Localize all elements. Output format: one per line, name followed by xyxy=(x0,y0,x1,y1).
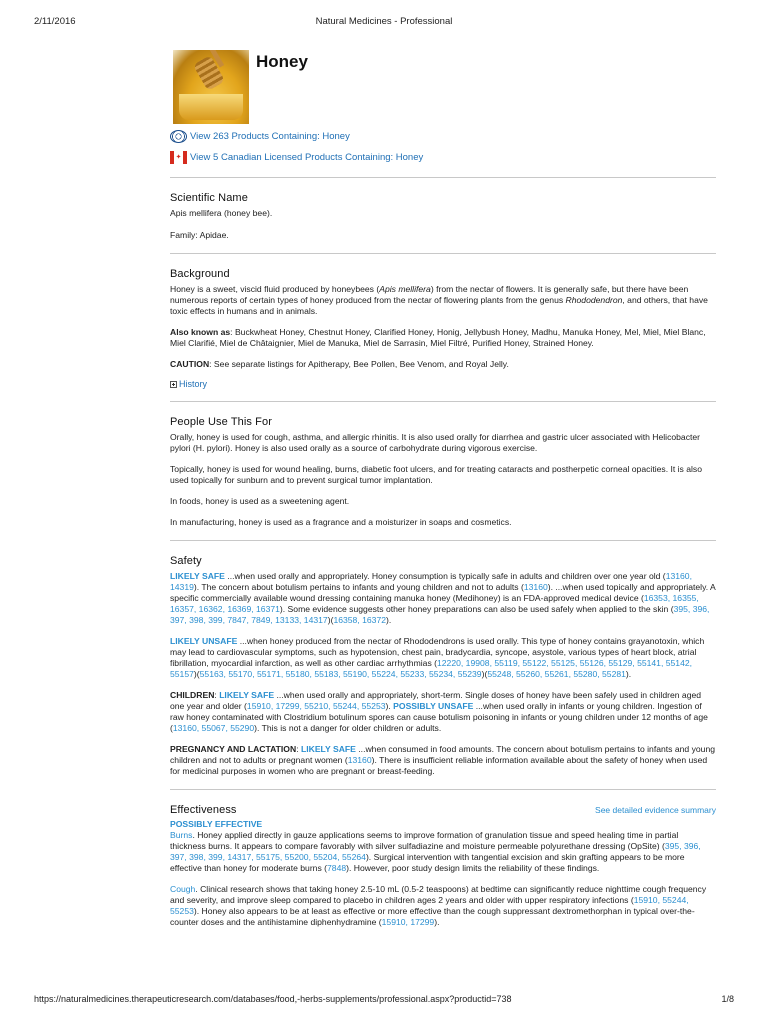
history-link[interactable]: History xyxy=(179,379,208,389)
print-header xyxy=(34,16,734,30)
globe-icon xyxy=(170,130,187,143)
reference-link[interactable]: 395, 396, 397, 398, 399, 14317, 55175, 55200, 55204, 55264 xyxy=(170,841,701,862)
reference-link[interactable]: 13160, 55067, 55290 xyxy=(172,723,255,733)
section-heading: Scientific Name xyxy=(170,192,248,204)
evidence-summary-link[interactable]: See detailed evidence summary xyxy=(595,805,716,815)
reference-link[interactable]: 13160 xyxy=(523,582,548,592)
reference-link[interactable]: 16358, 16372 xyxy=(333,615,387,625)
print-url: https://naturalmedicines.therapeuticresearch.com/databases/food,-herbs-supplements/professional.aspx?productid=738 xyxy=(34,994,512,1004)
reference-link[interactable]: 395, 396, 397, 398, 399, 7847, 7849, 13133, 14317 xyxy=(170,604,710,625)
effectiveness-cough: Cough. Clinical research shows that taking honey 2.5-10 mL (0.5-2 teaspoons) at bedtime can significantly reduce nighttime cough frequency and severity, and improve sleep compared to placebo in children ages 2 years and older with upper respiratory infections (15910, 55244, 55253). Honey also appears to be at least as effective or more effective than the cough suppressant dextromethorphan in typical over-the-counter doses and the antihistamine diphenhydramine (15910, 17299). xyxy=(170,884,707,927)
also-known-as: Also known as: Buckwheat Honey, Chestnut Honey, Clarified Honey, Honig, Jellybush Honey, Madhu, Manuka Honey, Mel, Miel, Miel Blanc, Miel Clarifié, Miel de Châtaignier, Miel de Manuka, Miel de Sarrasin, Miel Filtré, Purified Honey, Strained Honey. xyxy=(170,327,706,348)
reference-link[interactable]: 13160, 14319 xyxy=(170,571,692,592)
effectiveness-section xyxy=(170,790,716,928)
monograph-header xyxy=(170,48,716,124)
scientific-name: Apis mellifera (honey bee). xyxy=(170,208,273,218)
expand-icon xyxy=(170,381,177,388)
section-heading: Safety xyxy=(170,555,202,567)
print-title: Natural Medicines - Professional xyxy=(315,16,453,27)
caution-note: CAUTION: See separate listings for Apitherapy, Bee Pollen, Bee Venom, and Royal Jelly. xyxy=(170,359,509,369)
reference-link[interactable]: 13160 xyxy=(347,755,372,765)
honey-image xyxy=(173,50,249,124)
uses-foods: In foods, honey is used as a sweetening agent. xyxy=(170,496,350,506)
reference-link[interactable]: 12220, 19908, 55119, 55122, 55125, 55126, 55129, 55141, 55142, 55157 xyxy=(170,658,693,679)
uses-section xyxy=(170,402,716,528)
section-heading: Effectiveness xyxy=(170,804,237,816)
effectiveness-burns: Burns. Honey applied directly in gauze applications seems to improve formation of granulation tissue and speed healing time in partial thickness burns. It appears to compare favorably with silver sulfadiazine and moisture permeable polyurethane dressing (OpSite) (395, 396, 397, 398, 399, 14317, 55175, 55200, 55204, 55264). Surgical intervention with tangential excision and skin grafting appears to be more effective than honey for moderate burns (7848). However, poor study design limits the reliability of these findings. xyxy=(170,830,701,873)
safety-section xyxy=(170,541,716,777)
uses-manufacturing: In manufacturing, honey is used as a fragrance and a moisturizer in soaps and cosmetics. xyxy=(170,517,512,527)
background-paragraph: Honey is a sweet, viscid fluid produced by honeybees (Apis mellifera) from the nectar of flowers. It is generally safe, but there have been numerous reports of certain types of honey produced from the nectar of flowering plants from the genus Rhododendron, and others, that have toxic effects in humans and in animals. xyxy=(170,284,708,316)
print-date: 2/11/2016 xyxy=(34,16,76,27)
family-name: Family: Apidae. xyxy=(170,230,229,240)
products-link-row[interactable] xyxy=(170,127,716,145)
reference-link[interactable]: 7848 xyxy=(327,863,347,873)
reference-link[interactable]: 15910, 17299 xyxy=(381,917,435,927)
reference-link[interactable]: 55163, 55170, 55171, 55180, 55183, 55190, 55224, 55233, 55234, 55239 xyxy=(199,669,482,679)
history-toggle[interactable] xyxy=(170,379,716,389)
safety-likely-safe: LIKELY SAFE ...when used orally and appropriately. Honey consumption is typically safe in adults and children over one year old (13160, 14319). The concern about botulism pertains to infants and young children and not to adults (13160). ...when used topically and appropriately. A specific commercially available wound dressing containing manuka honey (Medihoney) is an FDA-approved medical device (16353, 16355, 16357, 16362, 16369, 16371). Some evidence suggests other honey preparations can also be used safely when applied to the skin (395, 396, 397, 398, 399, 7847, 7849, 13133, 14317)(16358, 16372). xyxy=(170,571,716,625)
section-heading: People Use This For xyxy=(170,416,272,428)
condition-link-burns[interactable]: Burns xyxy=(170,830,193,840)
canada-flag-icon: ✦ xyxy=(170,151,187,164)
background-section xyxy=(170,254,716,389)
safety-pregnancy: PREGNANCY AND LACTATION: LIKELY SAFE ...when consumed in food amounts. The concern about botulism pertains to infants and young children and not to adults or pregnant women (13160). There is insufficient reliable information available about the safety of honey when used for medicinal purposes in women who are pregnant or breast-feeding. xyxy=(170,744,715,776)
safety-likely-unsafe: LIKELY UNSAFE ...when honey produced from the nectar of Rhododendrons is used orally. This type of honey contains grayanotoxin, which may lead to cardiovascular symptoms, such as hypotension, chest pain, bradycardia, syncope, asystole, various types of heart block, atrial fibrillation, myocardial infarction, as well as other cardiac arrhythmias (12220, 19908, 55119, 55122, 55125, 55126, 55129, 55141, 55142, 55157)(55163, 55170, 55171, 55180, 55183, 55190, 55224, 55233, 55234, 55239)(55248, 55260, 55261, 55280, 55281). xyxy=(170,636,705,679)
safety-children: CHILDREN: LIKELY SAFE ...when used orally and appropriately, short-term. Single doses of honey have been safely used in children aged one year and older (15910, 17299, 55210, 55244, 55253). POSSIBLY UNSAFE ...when used orally in infants or young children. Ingestion of raw honey contaminated with Clostridium botulinum spores can cause botulism poisoning in infants or young children under 12 months of age (13160, 55067, 55290). This is not a danger for older children or adults. xyxy=(170,690,708,733)
scientific-name-section xyxy=(170,178,716,241)
reference-link[interactable]: 15910, 55244, 55253 xyxy=(170,895,689,916)
canadian-products-link-row[interactable] xyxy=(170,148,716,166)
section-heading: Background xyxy=(170,268,230,280)
monograph-content xyxy=(170,48,716,928)
reference-link[interactable]: 15910, 17299, 55210, 55244, 55253 xyxy=(246,701,386,711)
view-products-link[interactable]: View 263 Products Containing: Honey xyxy=(190,130,350,142)
condition-link-cough[interactable]: Cough xyxy=(170,884,196,894)
uses-topical: Topically, honey is used for wound healing, burns, diabetic foot ulcers, and for treating cataracts and postherpetic corneal opacities. It is also used topically for sunburn and to prevent surgical tumor implantation. xyxy=(170,464,702,485)
page-number: 1/8 xyxy=(721,994,734,1004)
view-canadian-products-link[interactable]: View 5 Canadian Licensed Products Containing: Honey xyxy=(190,151,424,163)
print-footer xyxy=(34,994,734,1006)
effectiveness-rating: POSSIBLY EFFECTIVE xyxy=(170,819,263,829)
uses-oral: Orally, honey is used for cough, asthma, and allergic rhinitis. It is also used orally for diarrhea and gastric ulcer associated with Helicobacter pylori (H. pylori). Honey is also used orally as a source of carbohydrate during vigorous exercise. xyxy=(170,432,701,453)
page-title: Honey xyxy=(256,52,308,71)
reference-link[interactable]: 55248, 55260, 55261, 55280, 55281 xyxy=(487,669,626,679)
reference-link[interactable]: 16353, 16355, 16357, 16362, 16369, 16371 xyxy=(170,593,699,614)
